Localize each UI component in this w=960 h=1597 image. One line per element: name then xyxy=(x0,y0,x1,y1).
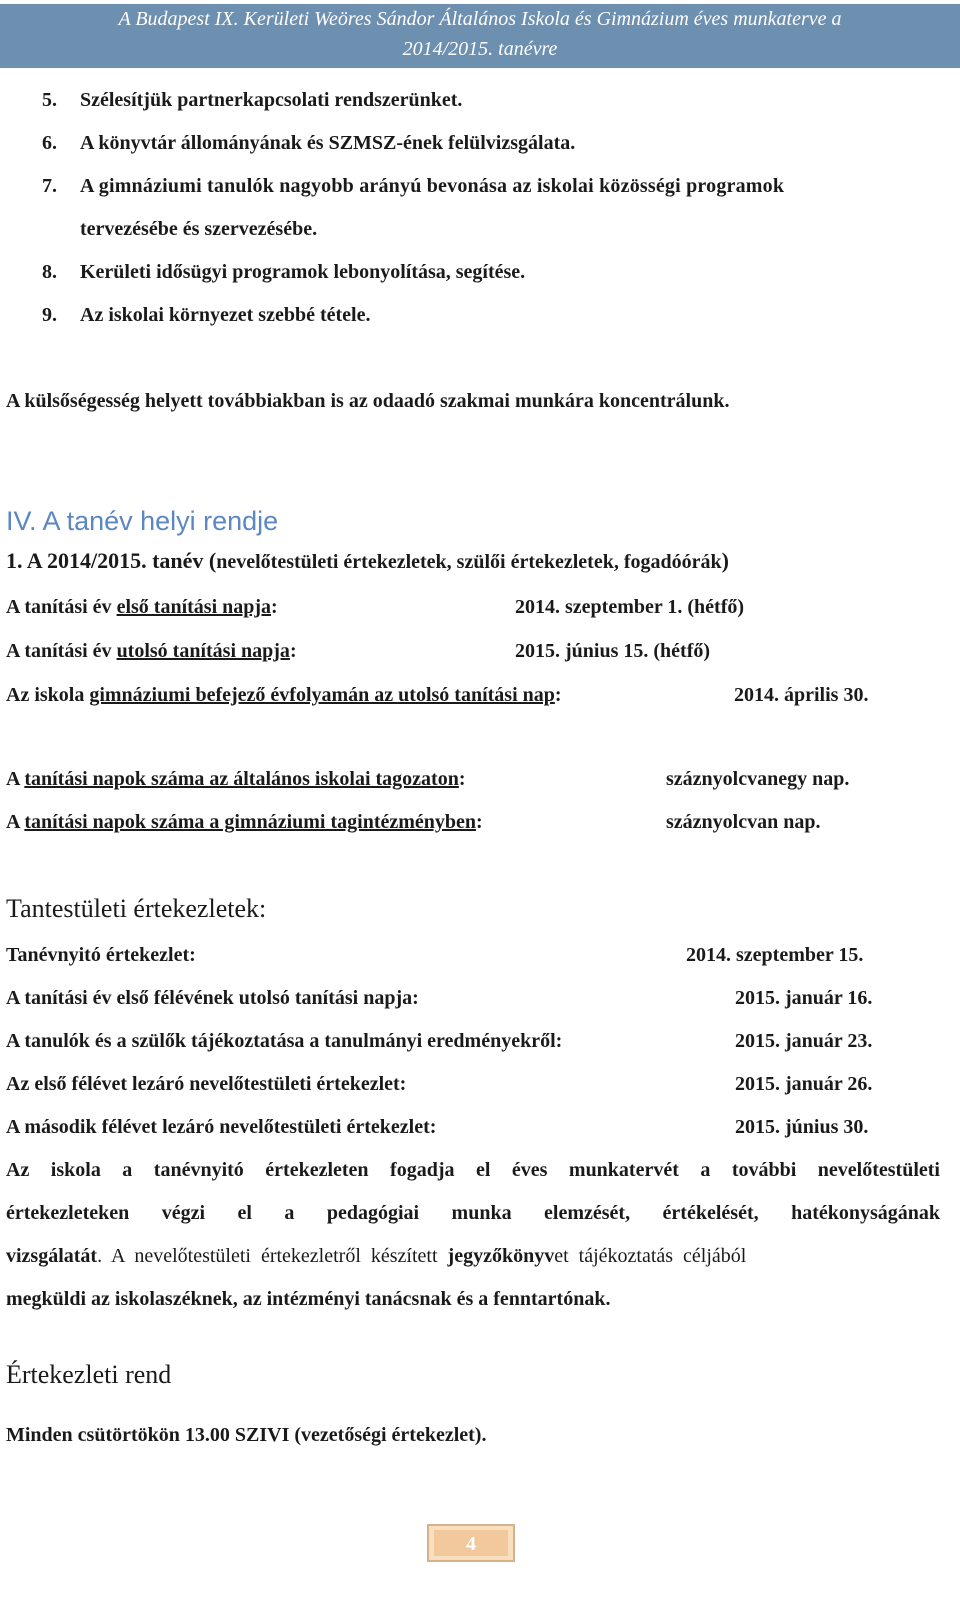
header-line-2: 2014/2015. tanévre xyxy=(402,38,558,60)
date-value: 2014. április 30. xyxy=(734,684,869,706)
date-label-pre: A tanítási év xyxy=(6,640,117,662)
paragraph-line-1: Az iskola a tanévnyitó értekezleten fogadja el éves munkatervét a további nevelőtestületi xyxy=(6,1159,940,1181)
count-label-post: : xyxy=(458,768,466,790)
statement-text: A külsőségesség helyett továbbiakban is az odaadó szakmai munkára koncentrálunk. xyxy=(6,390,730,412)
subsection-suffix: ) xyxy=(721,548,729,573)
count-value: száznyolcvan nap. xyxy=(666,811,821,833)
date-label-underlined: utolsó tanítási napja xyxy=(116,640,290,662)
paragraph-line-4: megküldi az iskolaszéknek, az intézményi tanácsnak és a fenntartónak. xyxy=(6,1288,611,1310)
meeting-label: A tanítási év első félévének utolsó tanítási napja: xyxy=(6,987,419,1009)
date-label xyxy=(6,596,278,619)
document-header xyxy=(0,4,960,68)
meeting-date: 2015. január 23. xyxy=(735,1030,873,1052)
meeting-date: 2015. június 30. xyxy=(735,1116,869,1138)
list-item-number: 7. xyxy=(42,175,57,197)
subsection-heading xyxy=(6,548,729,574)
subsection-prefix: 1. A 2014/2015. tanév ( xyxy=(6,548,217,573)
rules-text: Minden csütörtökön 13.00 SZIVI (vezetőségi értekezlet). xyxy=(6,1424,487,1446)
count-label-pre: A xyxy=(6,768,25,790)
date-label xyxy=(6,684,562,707)
list-item-number: 9. xyxy=(42,304,57,326)
list-item-text: Kerületi idősügyi programok lebonyolítása, segítése. xyxy=(80,261,526,283)
date-label-underlined: első tanítási napja xyxy=(116,596,272,618)
count-label xyxy=(6,768,466,791)
subsection-detail: nevelőtestületi értekezletek, szülői értekezletek, fogadóórák xyxy=(216,551,722,573)
section-title: IV. A tanév helyi rendje xyxy=(6,506,279,536)
list-item-text: Szélesítjük partnerkapcsolati rendszerünket. xyxy=(80,89,463,111)
meeting-date: 2014. szeptember 15. xyxy=(686,944,864,966)
date-label-underlined: gimnáziumi befejező évfolyamán az utolsó tanítási nap xyxy=(89,684,555,706)
list-item-number: 6. xyxy=(42,132,57,154)
date-label-pre: Az iskola xyxy=(6,684,90,706)
paragraph-line-3-b: . A nevelőtestületi értekezletről készített xyxy=(97,1245,448,1267)
list-item-text: A könyvtár állományának és SZMSZ-ének felülvizsgálata. xyxy=(80,132,576,154)
page-number-box xyxy=(427,1524,515,1562)
list-item-text: A gimnáziumi tanulók nagyobb arányú bevonása az iskolai közösségi programok xyxy=(80,175,785,197)
paragraph-line-3-a: vizsgálatát xyxy=(6,1245,98,1267)
paragraph-line-3-c: jegyzőkönyv xyxy=(447,1245,555,1267)
list-item-continuation: tervezésébe és szervezésébe. xyxy=(80,218,318,240)
meeting-date: 2015. január 26. xyxy=(735,1073,873,1095)
count-label-pre: A xyxy=(6,811,25,833)
meeting-label: A második félévet lezáró nevelőtestületi értekezlet: xyxy=(6,1116,437,1138)
date-value: 2014. szeptember 1. (hétfő) xyxy=(515,596,745,618)
meeting-label: Tanévnyitó értekezlet: xyxy=(6,944,196,966)
paragraph-line-2: értekezleteken végzi el a pedagógiai munka elemzését, értékelését, hatékonyságának xyxy=(6,1202,940,1224)
page-number: 4 xyxy=(434,1530,508,1556)
count-label-underlined: tanítási napok száma az általános iskolai tagozaton xyxy=(24,768,459,790)
date-label-post: : xyxy=(554,684,562,706)
list-item-number: 8. xyxy=(42,261,57,283)
date-label-pre: A tanítási év xyxy=(6,596,117,618)
list-item-text: Az iskolai környezet szebbé tétele. xyxy=(80,304,371,326)
date-value: 2015. június 15. (hétfő) xyxy=(515,640,711,662)
paragraph-line-3 xyxy=(6,1245,940,1268)
count-value: száznyolcvanegy nap. xyxy=(666,768,850,790)
meeting-label: Az első félévet lezáró nevelőtestületi értekezlet: xyxy=(6,1073,407,1095)
date-label xyxy=(6,640,297,663)
meeting-label: A tanulók és a szülők tájékoztatása a tanulmányi eredményekről: xyxy=(6,1030,563,1052)
header-line-1: A Budapest IX. Kerületi Weöres Sándor Általános Iskola és Gimnázium éves munkaterve a xyxy=(118,8,842,30)
date-label-post: : xyxy=(289,640,297,662)
count-label-underlined: tanítási napok száma a gimnáziumi tagintézményben xyxy=(24,811,477,833)
rules-title: Értekezleti rend xyxy=(6,1360,172,1389)
meeting-date: 2015. január 16. xyxy=(735,987,873,1009)
meetings-title: Tantestületi értekezletek: xyxy=(6,894,267,923)
list-item-number: 5. xyxy=(42,89,57,111)
count-label-post: : xyxy=(476,811,483,833)
paragraph-line-3-d: et tájékoztatás céljából xyxy=(554,1245,747,1267)
date-label-post: : xyxy=(271,596,278,618)
count-label xyxy=(6,811,483,834)
